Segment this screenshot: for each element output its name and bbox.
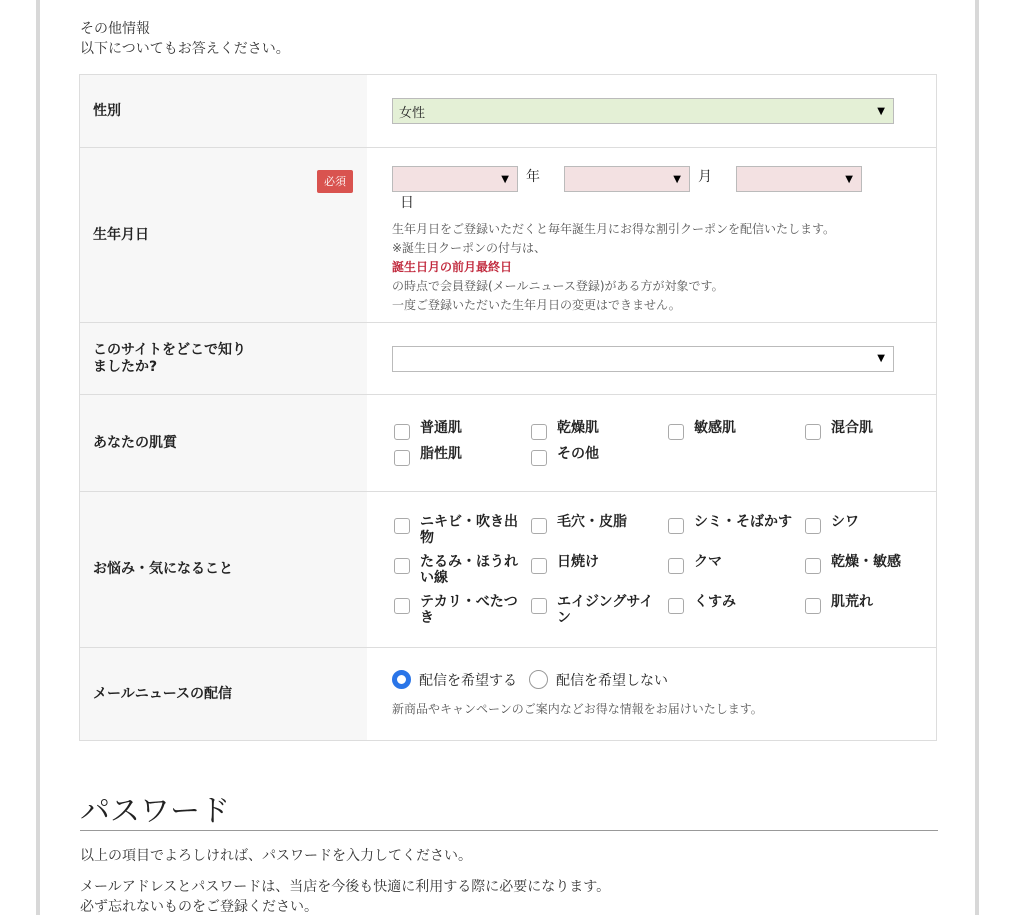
password-instruction: 以上の項目でよろしければ、パスワードを入力してください。 [80,848,472,864]
password-heading: パスワード [80,794,230,829]
skin-row [80,395,937,492]
source-row [80,323,937,395]
checkbox[interactable] [531,518,547,534]
radio-subscribe[interactable] [392,670,411,689]
concern-option-label: クマ [694,553,722,570]
skin-option[interactable] [803,420,940,440]
concern-option[interactable] [803,554,940,586]
birthdate-label: 生年月日 [93,226,149,243]
concern-option[interactable] [392,514,529,546]
left-border [36,0,40,915]
divider [80,830,938,831]
birth-year-select[interactable] [392,166,518,192]
gender-row [80,75,937,148]
gender-select[interactable] [392,98,894,124]
concern-option-label: くすみ [694,593,736,610]
birth-day-select[interactable] [736,166,862,192]
birthdate-label-cell [80,148,368,323]
checkbox[interactable] [805,424,821,440]
source-label [80,323,368,395]
concerns-cell [367,492,937,648]
source-select[interactable] [392,346,894,372]
birthdate-note-line: ※誕生日クーポンの付与は、 [392,241,547,255]
concern-option[interactable] [803,514,940,546]
section-heading: その他情報 [80,21,150,37]
skin-option[interactable] [392,420,529,440]
newsletter-note: 新商品やキャンペーンのご案内などお得な情報をお届けいたします。 [392,701,763,716]
triangle-down-icon: ▼ [877,353,885,364]
checkbox[interactable] [668,598,684,614]
birthdate-cell [367,148,937,323]
triangle-down-icon: ▼ [877,105,885,117]
required-badge: 必須 [317,170,353,193]
source-cell [367,323,937,395]
section-subheading: 以下についてもお答えください。 [80,41,290,57]
checkbox[interactable] [668,518,684,534]
concern-option-label: 肌荒れ [831,593,873,610]
concern-option-label: エイジングサイン [557,593,654,626]
concern-option[interactable] [666,554,803,586]
checkbox[interactable] [531,598,547,614]
checkbox[interactable] [531,558,547,574]
birthdate-note-line: 一度ご登録いただいた生年月日の変更はできません。 [392,298,681,312]
password-notice-line: 必ず忘れないものをご登録ください。 [80,899,318,915]
newsletter-row [80,648,937,741]
checkbox[interactable] [805,558,821,574]
birthdate-note [392,220,880,315]
concern-option-label: シワ [831,513,859,530]
radio-unsubscribe-label[interactable]: 配信を希望しない [556,672,668,689]
concern-option-label: 日焼け [557,553,599,570]
concerns-label: お悩み・気になること [80,492,368,648]
radio-subscribe-label[interactable]: 配信を希望する [419,672,517,689]
triangle-down-icon: ▼ [501,173,509,185]
concern-option[interactable] [529,514,666,546]
concern-option[interactable] [529,554,666,586]
triangle-down-icon: ▼ [673,173,681,185]
concern-option-label: テカリ・べたつき [420,593,518,626]
birthdate-note-line: 生年月日をご登録いただくと毎年誕生月にお得な割引クーポンを配信いたします。 [392,222,836,236]
checkbox[interactable] [531,424,547,440]
month-unit: 月 [698,169,712,185]
birth-month-select[interactable] [564,166,690,192]
checkbox[interactable] [531,450,547,466]
checkbox[interactable] [394,598,410,614]
skin-label: あなたの肌質 [80,395,368,492]
concern-option[interactable] [529,594,666,626]
triangle-down-icon: ▼ [845,173,853,185]
birthdate-row [80,148,937,323]
concern-options [392,513,901,626]
checkbox[interactable] [394,518,410,534]
newsletter-label: メールニュースの配信 [80,648,368,741]
checkbox[interactable] [805,518,821,534]
skin-option[interactable] [666,420,803,440]
checkbox[interactable] [668,424,684,440]
day-unit: 日 [400,195,414,211]
skin-option-label: 敏感肌 [694,420,736,436]
skin-option-label: その他 [557,446,599,462]
radio-unsubscribe[interactable] [529,670,548,689]
concern-option[interactable] [666,594,803,626]
concern-option[interactable] [392,594,529,626]
skin-options [392,420,880,466]
newsletter-radios [392,670,880,690]
gender-select-value: 女性 [399,105,426,121]
concern-option-label: たるみ・ほうれい線 [420,553,518,586]
source-label-line: このサイトをどこで知り [93,341,247,358]
concern-option-label: 毛穴・皮脂 [557,513,627,530]
password-notice-line: メールアドレスとパスワードは、当店を今後も快適に利用する際に必要になります。 [80,879,611,895]
skin-option[interactable] [529,446,666,466]
checkbox[interactable] [668,558,684,574]
checkbox[interactable] [805,598,821,614]
birthdate-selects [392,166,880,212]
concern-option-label: 乾燥・敏感 [831,553,901,570]
skin-option-label: 脂性肌 [420,446,462,462]
newsletter-cell [367,648,937,741]
checkbox[interactable] [394,424,410,440]
year-unit: 年 [526,169,540,185]
concern-option[interactable] [803,594,940,626]
skin-cell [367,395,937,492]
concern-option[interactable] [666,514,803,546]
concern-option-label: ニキビ・吹き出物 [420,513,518,546]
profile-form-table [79,74,937,741]
skin-option[interactable] [529,420,666,440]
gender-cell [367,75,937,148]
birthdate-note-highlight: 誕生日月の前月最終日 [392,260,513,274]
concern-option-label: シミ・そばかす [694,513,792,530]
birthdate-note-line: の時点で会員登録(メールニュース登録)がある方が対象です。 [392,279,724,293]
skin-option[interactable] [392,446,529,466]
password-notice [80,877,610,917]
concerns-row [80,492,937,648]
checkbox[interactable] [394,558,410,574]
gender-label: 性別 [80,75,368,148]
section-intro [80,19,290,59]
concern-option[interactable] [392,554,529,586]
skin-option-label: 混合肌 [831,420,873,436]
skin-option-label: 普通肌 [420,420,462,436]
skin-option-label: 乾燥肌 [557,420,599,436]
checkbox[interactable] [394,450,410,466]
source-label-line: ましたか? [93,358,158,375]
right-border [975,0,979,915]
